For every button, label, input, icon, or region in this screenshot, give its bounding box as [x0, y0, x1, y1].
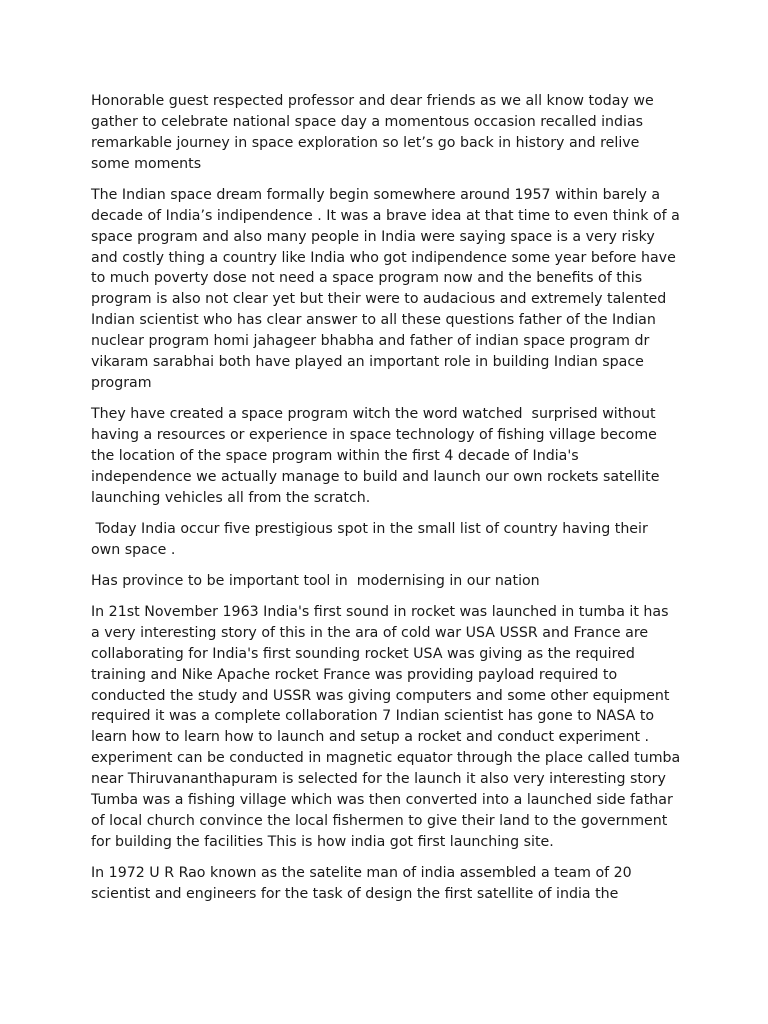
document-page: [91, 91, 685, 915]
paragraph-tumba-launch: In 21st November 1963 India's first sound in rocket was launched in tumba it has a very interesting story of this in the ara of cold war USA USSR and France are collaborating for India's first sounding rocket USA was giving as the required training and Nike Apache rocket France was providing payload required to conducted the study and USSR was giving computers and some other equipment required it was a complete collaboration 7 Indian scientist has gone to NASA to learn how to learn how to launch and setup a rocket and conduct experiment . experiment can be conducted in magnetic equator through the place called tumba near Thiruvananthapuram is selected for the launch it also very interesting story Tumba was a fishing village which was then converted into a launched side fathar of local church convince the local fishermen to give their land to the government for building the facilities This is how india got first launching site.: [91, 603, 685, 850]
paragraph-intro: Honorable guest respected professor and dear friends as we all know today we gather to celebrate national space day a momentous occasion recalled indias remarkable journey in space exploration so let’s go back in history and relive some moments: [91, 93, 659, 172]
paragraph-modernising: Has province to be important tool in modernising in our nation: [91, 572, 540, 589]
paragraph-first-satellite: In 1972 U R Rao known as the satelite man of india assembled a team of 20 scientist and engineers for the task of design the first satellite of india the: [91, 864, 637, 902]
paragraph-space-dream: The Indian space dream formally begin somewhere around 1957 within barely a decade of India’s indipendence . It was a brave idea at that time to even think of a space program and also many people in India were saying space is a very risky and costly thing a country like India who got indipendence some year before have to much poverty dose not need a space program now and the benefits of this program is also not clear yet but their were to audacious and extremely talented Indian scientist who has clear answer to all these questions father of the Indian nuclear program homi jahageer bhabha and father of indian space program dr vikaram sarabhai both have played an important role in building Indian space program: [91, 186, 685, 391]
paragraph-today-india: Today India occur five prestigious spot in the small list of country having their own space .: [91, 520, 653, 558]
paragraph-space-program: They have created a space program witch the word watched surprised without having a resources or experience in space technology of fishing village become the location of the space program within the first 4 decade of India's independence we actually manage to build and launch our own rockets satellite launching vehicles all from the scratch.: [91, 406, 664, 506]
